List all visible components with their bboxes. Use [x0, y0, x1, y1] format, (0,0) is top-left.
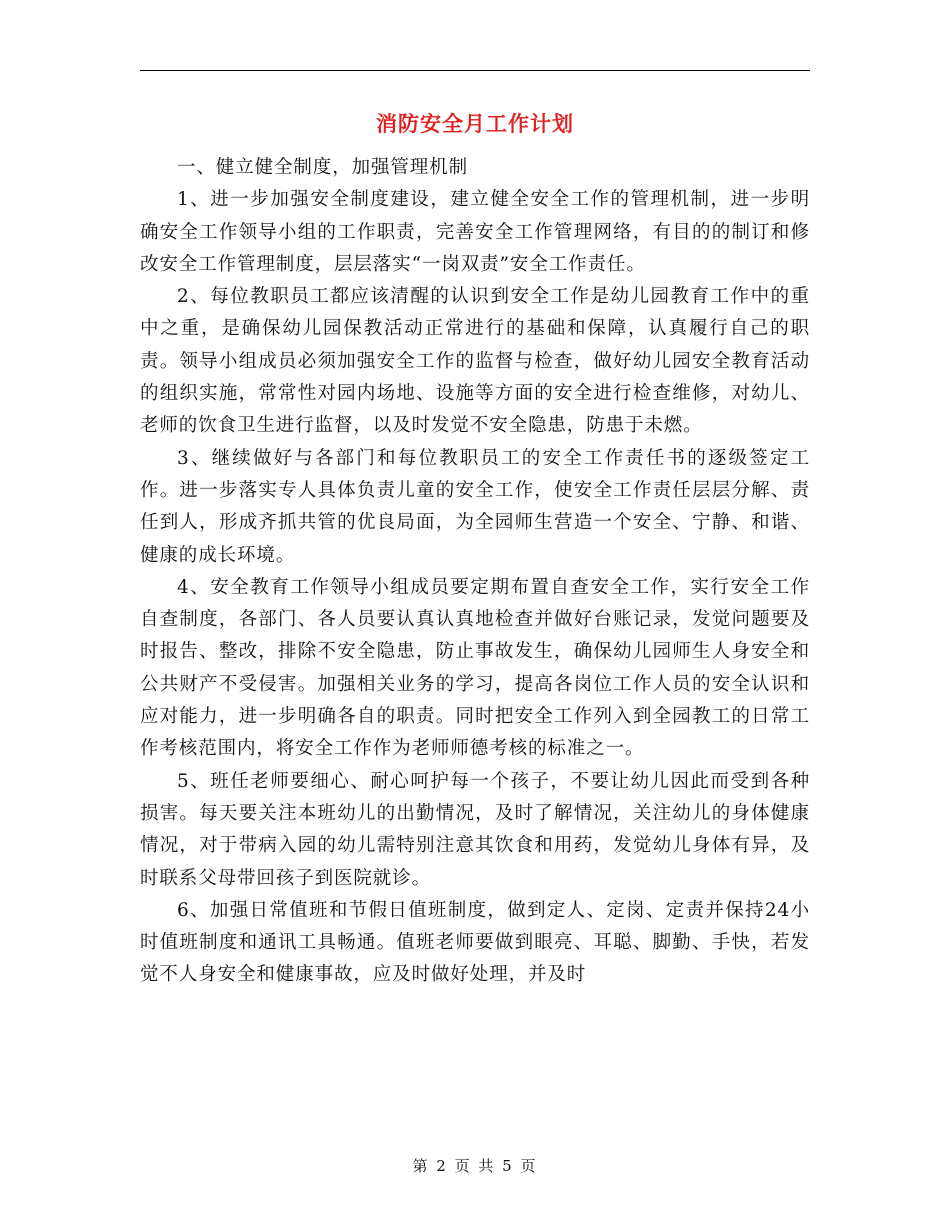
section-heading: 一、健立健全制度，加强管理机制 — [177, 157, 469, 178]
document-title: 消防安全月工作计划 — [376, 112, 574, 136]
paragraph-4: 4、安全教育工作领导小组成员要定期布置自查安全工作，实行安全工作自查制度，各部门、各人员要认真认真地检查并做好台账记录，发觉问题要及时报告、整改，排除不安全隐患，防止事故发生，确保幼儿园师生人身安全和公共财产不受侵害。加强相关业务的学习，提高各岗位工作人员的安全认识和应对能力，进一步明确各自的职责。同时把安全工作列入到全园教工的日常工作考核范围内，将安全工作作为老师师德考核的标准之一。 — [140, 576, 810, 760]
page-footer: 第 2 页 共 5 页 — [412, 1157, 538, 1175]
document-body — [140, 152, 810, 992]
paragraph-6: 6、加强日常值班和节假日值班制度，做到定人、定岗、定责并保持24小时值班制度和通讯工具畅通。值班老师要做到眼亮、耳聪、脚勤、手快，若发觉不人身安全和健康事故，应及时做好处理，并及时 — [140, 899, 810, 986]
paragraph-5: 5、班任老师要细心、耐心呵护每一个孩子，不要让幼儿因此而受到各种损害。每天要关注本班幼儿的出勤情况，及时了解情况，关注幼儿的身体健康情况，对于带病入园的幼儿需特别注意其饮食和用药，发觉幼儿身体有异，及时联系父母带回孩子到医院就诊。 — [140, 770, 810, 889]
paragraph-1: 1、进一步加强安全制度建设，建立健全安全工作的管理机制，进一步明确安全工作领导小组的工作职责，完善安全工作管理网络，有目的的制订和修改安全工作管理制度，层层落实“一岗双责”安全工作责任。 — [140, 189, 810, 275]
paragraph-3: 3、继续做好与各部门和每位教职员工的安全工作责任书的逐级签定工作。进一步落实专人具体负责儿童的安全工作，使安全工作责任层层分解、责任到人，形成齐抓共管的优良局面，为全园师生营造一个安全、宁静、和谐、健康的成长环境。 — [140, 447, 810, 566]
header-rule — [140, 70, 810, 71]
paragraph-2: 2、每位教职员工都应该清醒的认识到安全工作是幼儿园教育工作中的重中之重，是确保幼儿园保教活动正常进行的基础和保障，认真履行自己的职责。领导小组成员必须加强安全工作的监督与检查，做好幼儿园安全教育活动的组织实施，常常性对园内场地、设施等方面的安全进行检查维修，对幼儿、老师的饮食卫生进行监督，以及时发觉不安全隐患，防患于未燃。 — [140, 286, 810, 437]
